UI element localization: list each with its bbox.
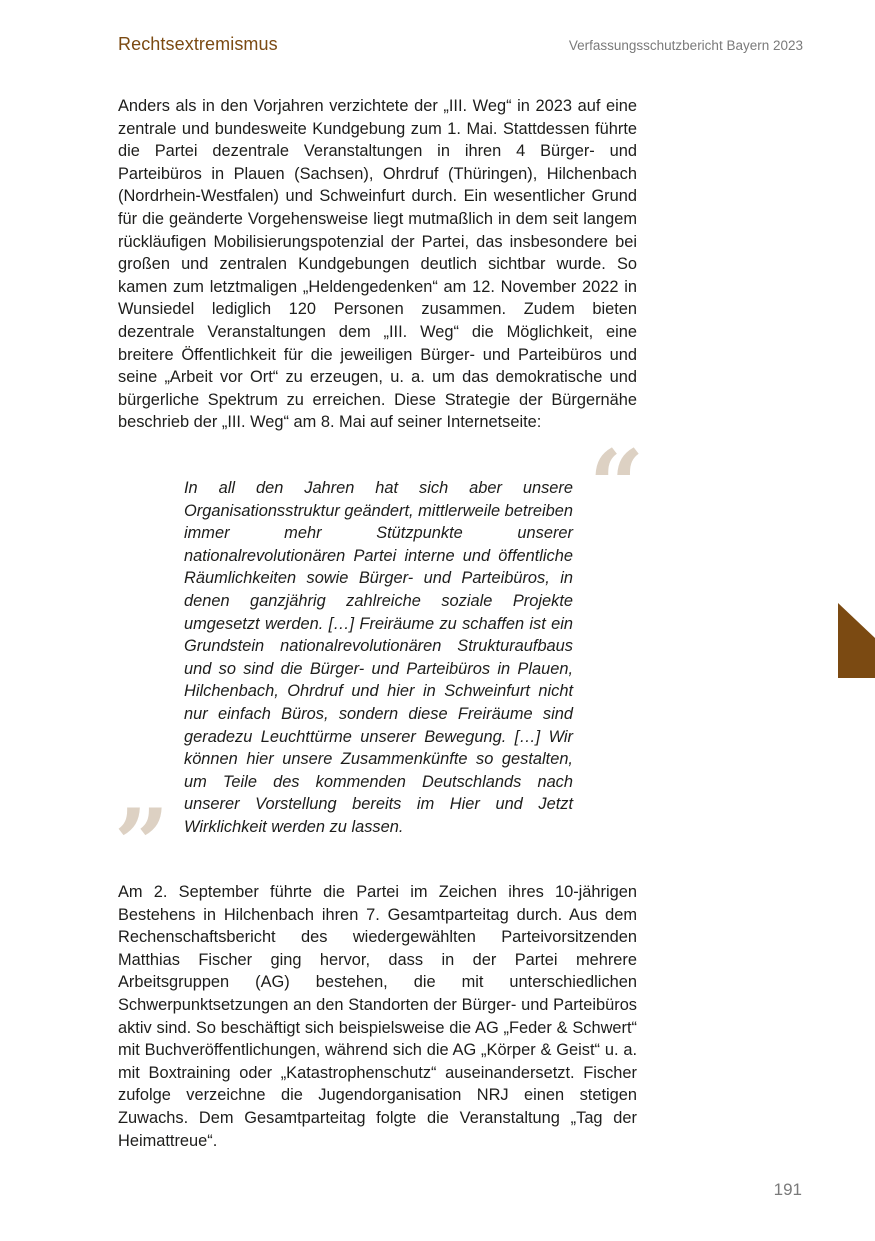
body-paragraph: Anders als in den Vorjahren verzichtete der „III. Weg“ in 2023 auf eine zentrale und bundesweite Kundgebung zum 1. Mai. Stattdessen führte die Partei dezentrale Veranstaltungen in ihren 4 Bürger- und Parteibüros in Plauen (Sachsen), Ohrdruf (Thüringen), Hilchenbach (Nordrhein-Westfalen) und Schweinfurt durch. Ein wesentlicher Grund für die geänderte Vorgehensweise liegt mutmaßlich in dem seit langem rückläufigen Mobilisierungspotenzial der Partei, das insbesondere bei großen und zentralen Kundgebungen deutlich sichtbar wurde. So kamen zum letztmaligen „Heldengedenken“ am 12. November 2022 in Wunsiedel lediglich 120 Personen zusammen. Zudem bieten dezentrale Veranstaltungen dem „III. Weg“ die Möglichkeit, eine breitere Öffentlichkeit für die jeweiligen Bürger- und Parteibüros und seine „Arbeit vor Ort“ zu erzeugen, u. a. um das demokratische und bürgerliche Spektrum zu erreichen. Diese Strategie der Bürgernähe beschrieb der „III. Weg“ am 8. Mai auf seiner Internetseite: xyxy=(118,97,637,432)
publication-title: Verfassungsschutzbericht Bayern 2023 xyxy=(568,38,803,53)
closing-quote-mark-icon: ” xyxy=(114,788,170,901)
opening-quote-mark-icon: “ xyxy=(589,429,645,542)
body-paragraph: Am 2. September führte die Partei im Zeichen ihres 10-jährigen Bestehens in Hilchenbach ihren 7. Gesamtparteitag durch. Aus dem Rechenschaftsbericht des wiedergewählten Parteivorsitzenden Matthias Fischer ging hervor, dass in der Partei mehrere Arbeitsgruppen (AG) bestehen, die mit unterschiedlichen Schwerpunktsetzungen an den Standorten der Bürger- und Parteibüros aktiv sind. So beschäftigt sich beispielsweise die AG „Feder & Schwert“ mit Buchveröffentlichungen, während sich die AG „Körper & Geist“ u. a. mit Boxtraining oder „Katastrophenschutz“ auseinandersetzt. Fischer zufolge verzeichne die Jugendorganisation NRJ einen stetigen Zuwachs. Dem Gesamtparteitag folgte die Veranstaltung „Tag der Heimattreue“. xyxy=(118,883,637,1150)
section-title: Rechtsextremismus xyxy=(118,34,278,54)
block-quote: In all den Jahren hat sich aber unsere Organisationsstruktur geändert, mittlerweile betreiben immer mehr Stützpunkte unserer nationalrevolutionären Partei interne und öffentliche Räumlichkeiten sowie Bürger- und Parteibüros, in denen ganzjährig zahlreiche soziale Projekte umgesetzt werden. […] Freiräume zu schaffen ist ein Grundstein nationalrevolutionären Strukturaufbaus und so sind die Bürger- und Parteibüros in Plauen, Hilchenbach, Ohrdruf und hier in Schweinfurt nicht nur einfach Büros, sondern diese Freiräume sind geradezu Leuchttürme unserer Bewegung. […] Wir können hier unsere Zusammenkünfte so gestalten, um Teile des kommenden Deutschlands nach unserer Vorstellung bereits im Hier und Jetzt Wirklichkeit werden zu lassen. xyxy=(184,479,574,836)
chapter-tab-shape xyxy=(838,603,875,678)
chapter-tab-marker xyxy=(838,603,875,678)
page-number: 191 xyxy=(773,1180,802,1199)
